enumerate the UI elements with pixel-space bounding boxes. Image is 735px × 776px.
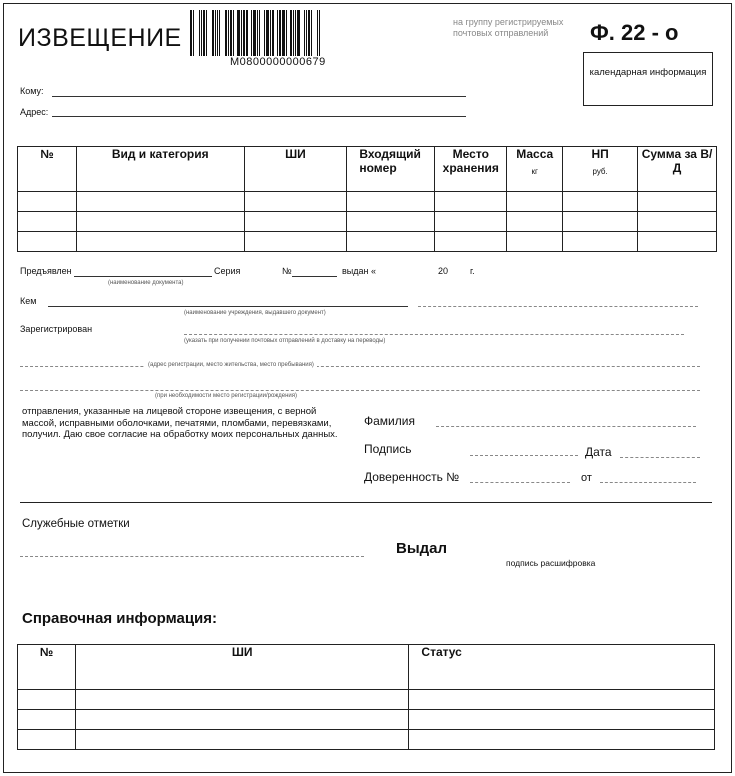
form-number: Ф. 22 - о [590, 20, 679, 45]
registered-label: Зарегистрирован [20, 324, 93, 334]
col-type-category: Вид и категория [76, 147, 244, 192]
barcode-bar [235, 10, 236, 56]
barcode-bar [237, 10, 240, 56]
section-divider [20, 502, 712, 503]
group-note: на группу регистрируемых почтовых отправлений [453, 17, 564, 38]
by-whom-line[interactable] [48, 306, 408, 307]
service-marks-line[interactable] [20, 556, 364, 557]
reference-title: Справочная информация: [22, 610, 218, 627]
barcode-bar [290, 10, 292, 56]
residence-line[interactable] [20, 366, 700, 367]
table-row [18, 690, 715, 710]
barcode-bar [259, 10, 260, 56]
residence-hint: (адрес регистрации, место жительства, место пребывания) [145, 362, 317, 368]
barcode-bar [301, 10, 303, 56]
barcode-bar [212, 10, 214, 56]
barcode-bar [249, 10, 250, 56]
barcode-bar [264, 10, 265, 56]
barcode-bar [203, 10, 205, 56]
table-row [18, 710, 715, 730]
barcode-bar [293, 10, 294, 56]
barcode-bar [313, 10, 316, 56]
ref-col-number: № [18, 645, 76, 690]
barcode-bar [311, 10, 312, 56]
from-label: от [581, 472, 592, 484]
from-field[interactable] [600, 482, 696, 483]
registration-hint: (при необходимости место регистрации/рождения) [155, 393, 298, 399]
barcode-bar [308, 10, 310, 56]
signature-field[interactable] [470, 455, 578, 456]
presented-label: Предъявлен [20, 266, 72, 276]
address-line[interactable] [52, 116, 466, 117]
signature-decoding: подпись расшифровка [506, 558, 596, 568]
power-of-attorney-label: Доверенность № [364, 470, 460, 484]
date-field[interactable] [620, 457, 700, 458]
barcode-bar [295, 10, 296, 56]
surname-label: Фамилия [364, 414, 415, 428]
barcode-bar [253, 10, 256, 56]
barcode [190, 10, 370, 56]
barcode-bar [225, 10, 227, 56]
calendar-box-label: календарная информация [589, 67, 707, 78]
barcode-bar [215, 10, 216, 56]
table-row [18, 730, 715, 750]
barcode-bar [219, 10, 220, 56]
number-label: № [282, 266, 292, 276]
number-line[interactable] [292, 276, 337, 277]
barcode-bar [208, 10, 211, 56]
year-suffix: г. [470, 266, 475, 276]
by-whom-label: Кем [20, 296, 37, 306]
barcode-bar [304, 10, 305, 56]
barcode-bar [217, 10, 218, 56]
registered-hint: (указать при получении почтовых отправлений в доставку на переводы) [184, 338, 386, 344]
ref-col-status: Статус [409, 645, 715, 690]
receipt-note: отправления, указанные на лицевой стороне извещения, с верной массой, исправными оболочками, печатями, пломбами, перевязками, получил. Даю свое согласие на обработку моих персональных данных. [22, 406, 338, 440]
doc-hint: (наименование документа) [108, 280, 184, 286]
power-of-attorney-field[interactable] [470, 482, 570, 483]
service-marks-label: Служебные отметки [22, 518, 130, 530]
table-row [18, 192, 717, 212]
barcode-bar [272, 10, 274, 56]
barcode-bar [261, 10, 263, 56]
registered-line[interactable] [184, 334, 684, 335]
items-table [17, 146, 717, 252]
reference-table-header [18, 645, 715, 690]
barcode-bar [228, 10, 229, 56]
by-whom-line-2 [418, 306, 698, 307]
barcode-bar [282, 10, 285, 56]
barcode-bar [275, 10, 276, 56]
barcode-bar [230, 10, 232, 56]
barcode-bar [193, 10, 194, 56]
barcode-bar [251, 10, 252, 56]
barcode-bar [270, 10, 271, 56]
barcode-bar [317, 10, 318, 56]
barcode-bar [221, 10, 224, 56]
address-label: Адрес: [20, 107, 49, 117]
ref-col-shi: ШИ [75, 645, 408, 690]
col-sum: Сумма за В/Д [638, 147, 717, 192]
col-incoming-number: Входящий номер [347, 147, 435, 192]
barcode-bar [306, 10, 307, 56]
barcode-bar [195, 10, 198, 56]
col-shi: ШИ [244, 147, 347, 192]
barcode-bar [233, 10, 234, 56]
by-whom-hint: (наименование учреждения, выдавшего документ) [184, 310, 326, 316]
barcode-bar [319, 10, 320, 56]
barcode-bar [288, 10, 289, 56]
issued-by-label: Выдал [396, 540, 448, 557]
barcode-bar [279, 10, 281, 56]
items-table-header [18, 147, 717, 192]
barcode-bar [190, 10, 192, 56]
presented-line[interactable] [74, 276, 212, 277]
col-np: НП руб. [563, 147, 638, 192]
barcode-bar [199, 10, 200, 56]
barcode-bar [277, 10, 278, 56]
date-label: Дата [585, 445, 612, 459]
col-number: № [18, 147, 77, 192]
barcode-bar [241, 10, 242, 56]
barcode-bar [257, 10, 258, 56]
signature-label: Подпись [364, 442, 412, 456]
reference-table [17, 644, 715, 750]
series-label: Серия [214, 266, 241, 276]
barcode-bar [243, 10, 245, 56]
barcode-bar [266, 10, 269, 56]
issued-label: выдан « [342, 266, 376, 276]
to-label: Кому: [20, 86, 44, 96]
surname-field[interactable] [436, 426, 696, 427]
barcode-bar [206, 10, 207, 56]
barcode-bar [297, 10, 300, 56]
barcode-number: M0800000000679 [230, 56, 326, 68]
barcode-bar [286, 10, 287, 56]
to-line[interactable] [52, 96, 466, 97]
barcode-bar [201, 10, 202, 56]
col-mass: Масса кг [507, 147, 563, 192]
barcode-bar [246, 10, 248, 56]
col-mass-unit: кг [531, 167, 538, 176]
form-title: ИЗВЕЩЕНИЕ [18, 24, 182, 52]
registration-line[interactable] [20, 390, 700, 391]
table-row [18, 232, 717, 252]
table-row [18, 212, 717, 232]
col-storage-place: Место хранения [435, 147, 507, 192]
col-np-unit: руб. [592, 167, 608, 176]
calendar-box [583, 52, 713, 106]
year-label: 20 [438, 266, 449, 276]
